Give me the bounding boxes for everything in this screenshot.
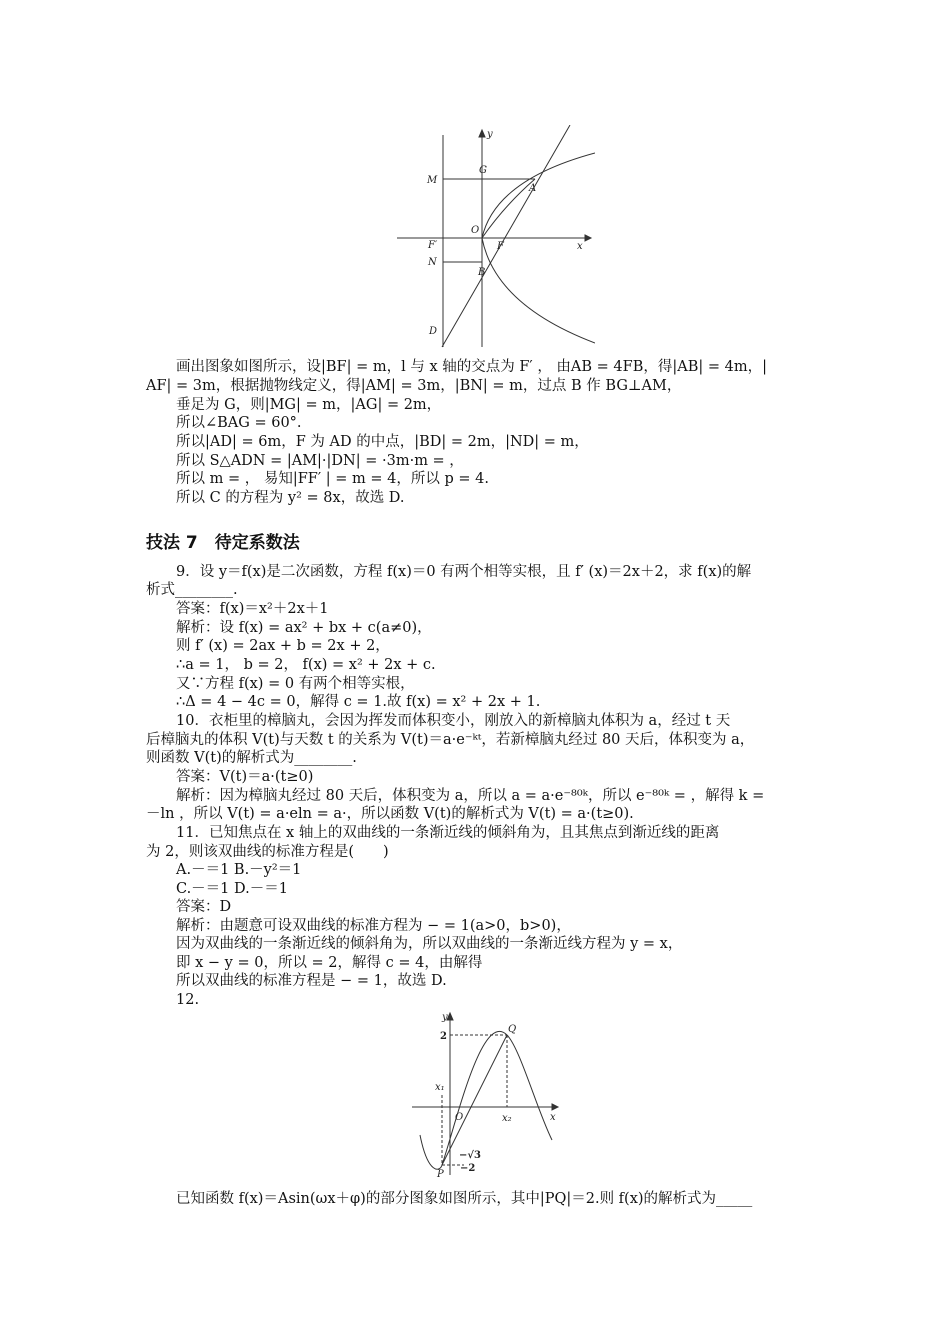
solution-line: 所以 S△ADN = |AM|·|DN| = ·3m·m = ， xyxy=(176,453,464,469)
fig2-label-x: x xyxy=(550,1112,556,1123)
fig2-label-2: 2 xyxy=(440,1031,447,1042)
y-axis-arrow xyxy=(447,1013,453,1020)
fig1-label-Fprime: F′ xyxy=(428,240,438,251)
fig1-label-A: A xyxy=(529,183,537,194)
section-heading: 技法 7 待定系数法 xyxy=(146,533,300,553)
fig1-label-B: B xyxy=(478,267,486,278)
body-line: 所以双曲线的标准方程是 − = 1，故选 D. xyxy=(176,973,447,989)
fig2-label-neg-root3: −√3 xyxy=(459,1150,481,1161)
body-line: 10．衣柜里的樟脑丸，会因为挥发而体积变小，刚放入的新樟脑丸体积为 a，经过 t 天 xyxy=(176,713,731,729)
fig1-label-M: M xyxy=(427,175,438,186)
solution-line: 所以 m = ， 易知|FF′ | = m = 4，所以 p = 4. xyxy=(176,471,489,487)
answer-line: 答案：D xyxy=(176,899,232,915)
fig2-label-y: y xyxy=(442,1012,448,1023)
solution-line: 垂足为 G，则|MG| = m，|AG| = 2m， xyxy=(176,397,442,413)
fig1-label-F: F xyxy=(497,241,504,252)
body-line: －ln ，所以 V(t) = a·eln = a·，所以函数 V(t)的解析式为 V(t) = a·(t≥0). xyxy=(146,806,634,822)
solution-line: 所以 C 的方程为 y² = 8x，故选 D. xyxy=(176,490,405,506)
body-line: 因为双曲线的一条渐近线的倾斜角为，所以双曲线的一条渐近线方程为 y = x， xyxy=(176,936,683,952)
sine-graph-figure xyxy=(412,1010,562,1180)
line-PQ xyxy=(442,1035,507,1165)
y-axis-arrow xyxy=(479,130,485,137)
solution-line: 所以∠BAG = 60°. xyxy=(176,415,302,431)
body-line: 为 2，则该双曲线的标准方程是( ) xyxy=(146,844,389,860)
choice-line: A.－＝1 B.－y²＝1 xyxy=(176,862,302,878)
choice-line: C.－＝1 D.－＝1 xyxy=(176,881,288,897)
answer-line: 答案：f(x)＝x²＋2x＋1 xyxy=(176,601,329,617)
solution-line: 所以|AD| = 6m，F 为 AD 的中点，|BD| = 2m，|ND| = m， xyxy=(176,434,589,450)
body-line: 即 x − y = 0，所以 = 2，解得 c = 4，由解得 xyxy=(176,955,483,971)
solution-line: AF| = 3m，根据抛物线定义，得|AM| = 3m，|BN| = m，过点 B 作 BG⊥AM， xyxy=(146,378,682,394)
sine-curve xyxy=(420,1031,552,1169)
body-line: 后樟脑丸的体积 V(t)与天数 t 的关系为 V(t)＝a·e⁻ᵏᵗ，若新樟脑丸经过 80 天后，体积变为 a， xyxy=(146,732,755,748)
question-line: 已知函数 f(x)＝Asin(ωx＋φ)的部分图象如图所示，其中|PQ|＝2.则 f(x)的解析式为_____ xyxy=(176,1191,753,1207)
fig2-label-x1: x₁ xyxy=(435,1082,445,1093)
fig2-label-Q: Q xyxy=(508,1024,517,1035)
body-line: ∴Δ = 4 − 4c = 0，解得 c = 1.故 f(x) = x² + 2x + 1. xyxy=(176,694,541,710)
fig2-label-O: O xyxy=(455,1112,464,1123)
fig2-label-P: P xyxy=(437,1169,444,1180)
fig1-label-O: O xyxy=(471,225,480,236)
body-line: 解析：由题意可设双曲线的标准方程为 − = 1(a>0，b>0)， xyxy=(176,918,571,934)
fig2-label-neg2: −2 xyxy=(460,1163,476,1174)
arc-OB xyxy=(482,179,535,238)
answer-line: 答案：V(t)＝a·(t≥0) xyxy=(176,769,314,785)
body-line: ∴a = 1， b = 2， f(x) = x² + 2x + c. xyxy=(176,657,436,673)
x-axis-arrow xyxy=(585,235,591,241)
fig2-label-x2: x₂ xyxy=(502,1113,512,1124)
solution-line: 画出图象如图所示，设|BF| = m，l 与 x 轴的交点为 F′ ， 由AB = 4FB，得|AB| = 4m，| xyxy=(176,359,767,375)
body-line: 解析：设 f(x) = ax² + bx + c(a≠0)， xyxy=(176,620,432,636)
body-line: 又∵方程 f(x) = 0 有两个相等实根， xyxy=(176,676,415,692)
body-line: 解析：因为樟脑丸经过 80 天后，体积变为 a，所以 a = a·e⁻⁸⁰ᵏ，所以 e⁻⁸⁰ᵏ = ，解得 k = xyxy=(176,788,765,804)
body-line: 9．设 y＝f(x)是二次函数，方程 f(x)＝0 有两个相等实根，且 f′ (x)＝2x＋2，求 f(x)的解 xyxy=(176,564,752,580)
body-line: 则函数 V(t)的解析式为________. xyxy=(146,750,357,766)
body-line: 11．已知焦点在 x 轴上的双曲线的一条渐近线的倾斜角为，且其焦点到渐近线的距离 xyxy=(176,825,720,841)
fig1-label-y: y xyxy=(487,129,493,140)
fig1-label-N: N xyxy=(428,257,437,268)
x-axis-arrow xyxy=(552,1104,558,1110)
body-line: 则 f′ (x) = 2ax + b = 2x + 2， xyxy=(176,638,390,654)
problem-number: 12. xyxy=(176,992,200,1008)
body-line: 析式________. xyxy=(146,582,238,598)
line-AD xyxy=(442,125,570,347)
fig1-label-G: G xyxy=(479,165,487,176)
fig1-label-x: x xyxy=(577,241,583,252)
parabola-figure xyxy=(395,125,595,350)
fig1-label-D: D xyxy=(429,326,438,337)
